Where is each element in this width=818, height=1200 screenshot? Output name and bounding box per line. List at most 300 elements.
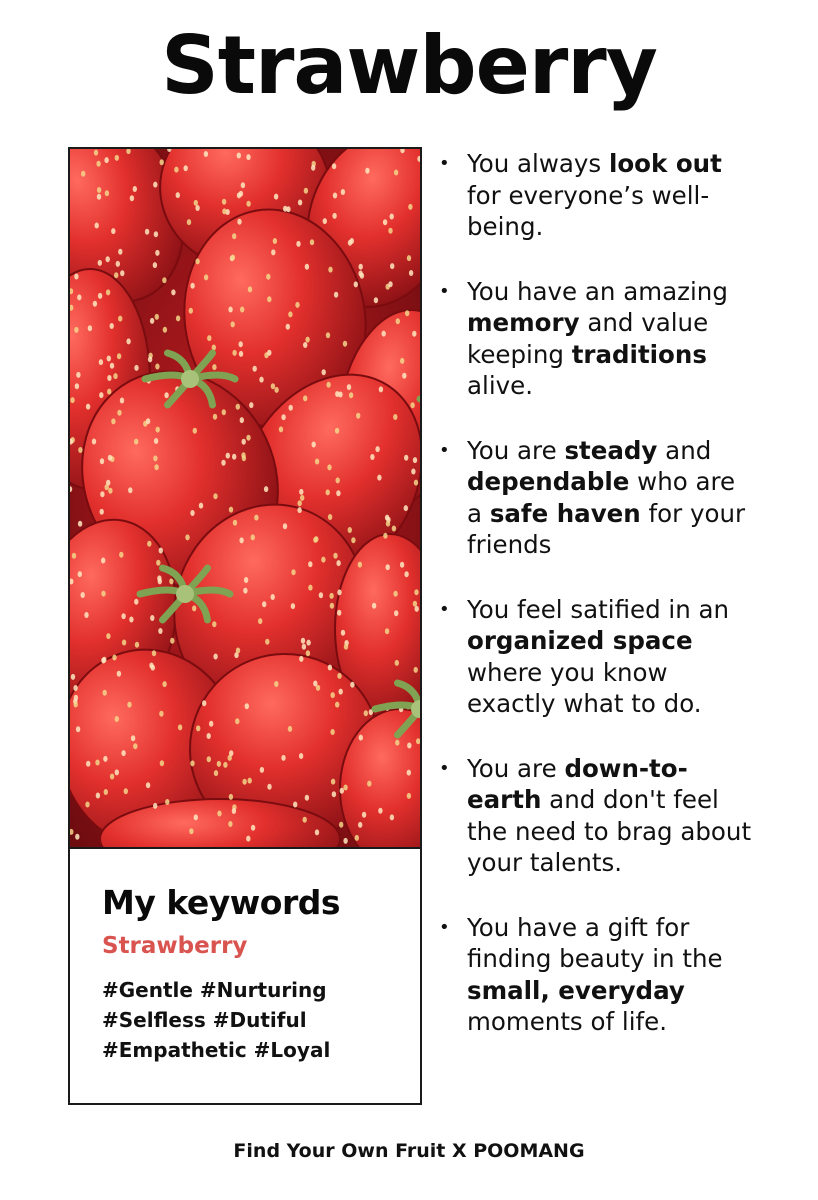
strawberry-seed bbox=[97, 187, 101, 193]
strawberry-seed bbox=[74, 327, 78, 333]
strawberry-seed bbox=[246, 435, 250, 441]
strawberry-seed bbox=[388, 228, 392, 234]
strawberry-seed bbox=[354, 281, 358, 287]
strawberry-seed bbox=[207, 335, 211, 341]
strawberry-seed bbox=[251, 534, 255, 540]
footer-credit: Find Your Own Fruit X POOMANG bbox=[233, 1140, 585, 1162]
strawberry-seed bbox=[274, 681, 278, 687]
strawberry-seed bbox=[246, 836, 250, 842]
strawberry-seed bbox=[343, 785, 347, 791]
strawberry-seed bbox=[110, 323, 114, 329]
strawberry-seed bbox=[396, 318, 400, 324]
strawberry-seed bbox=[104, 157, 108, 163]
strawberry-seed bbox=[281, 755, 285, 761]
strawberry-seed bbox=[303, 395, 307, 401]
keywords-section bbox=[102, 883, 402, 1065]
strawberry-seed bbox=[299, 489, 303, 495]
strawberry-seed bbox=[148, 356, 152, 362]
strawberry-seed bbox=[159, 548, 163, 554]
strawberry-seed bbox=[92, 439, 96, 445]
strawberry-seed bbox=[76, 726, 80, 732]
strawberry-seed bbox=[260, 767, 264, 773]
strawberry-seed bbox=[154, 438, 158, 444]
strawberry-seed bbox=[298, 500, 302, 506]
strawberry-seed bbox=[267, 784, 271, 790]
strawberry-seed bbox=[107, 389, 111, 395]
strawberry-seed bbox=[413, 601, 417, 607]
strawberry-seed bbox=[330, 603, 334, 609]
strawberry-seed bbox=[274, 387, 278, 393]
strawberry-seed bbox=[242, 779, 246, 785]
strawberry-seed bbox=[155, 364, 159, 370]
strawberry-seed bbox=[407, 770, 411, 776]
strawberry-seed bbox=[135, 642, 139, 648]
strawberry-seed bbox=[339, 689, 343, 695]
strawberry-seed bbox=[393, 414, 397, 420]
strawberry-seed bbox=[332, 163, 336, 169]
strawberry-seed bbox=[121, 750, 125, 756]
strawberry-seed bbox=[147, 541, 151, 547]
strawberry-seed bbox=[115, 716, 119, 722]
strawberry-seed bbox=[213, 414, 217, 420]
strawberry-seed bbox=[305, 795, 309, 801]
strawberry-seed bbox=[295, 302, 299, 308]
strawberry-seed bbox=[213, 493, 217, 499]
strawberry-seed bbox=[118, 249, 122, 255]
strawberry-seed bbox=[99, 392, 103, 398]
bullet-icon: • bbox=[439, 916, 450, 938]
strawberry-seed bbox=[100, 491, 104, 497]
strawberry-seed bbox=[358, 822, 362, 828]
strawberry-seed bbox=[221, 460, 225, 466]
strawberry-seed bbox=[364, 710, 368, 716]
strawberry-seed bbox=[171, 289, 175, 295]
strawberry-seed bbox=[73, 685, 77, 691]
strawberry-seed bbox=[81, 171, 85, 177]
strawberry-seed bbox=[344, 644, 348, 650]
strawberry-seed bbox=[121, 613, 125, 619]
bullet-icon: • bbox=[439, 280, 450, 302]
strawberry-seed bbox=[207, 756, 211, 762]
keyword-tag-line: #Selfless #Dutiful bbox=[102, 1008, 307, 1032]
strawberry-seed bbox=[222, 208, 226, 214]
strawberry-seed bbox=[134, 365, 138, 371]
strawberry-illustration bbox=[70, 149, 420, 847]
strawberry-seed bbox=[81, 592, 85, 598]
strawberry-seed bbox=[233, 520, 237, 526]
strawberry-seed bbox=[390, 263, 394, 269]
strawberry-seed bbox=[133, 743, 137, 749]
strawberry-seed bbox=[378, 808, 382, 814]
strawberry-seed bbox=[116, 261, 120, 267]
keyword-tag-line: #Gentle #Nurturing bbox=[102, 978, 327, 1002]
strawberry-seed bbox=[243, 588, 247, 594]
strawberry-seed bbox=[131, 735, 135, 741]
strawberry-seed bbox=[408, 204, 412, 210]
strawberry-seed bbox=[383, 533, 387, 539]
strawberry-seed bbox=[130, 195, 134, 201]
strawberry-seed bbox=[78, 447, 82, 453]
strawberry-seed bbox=[283, 206, 287, 212]
strawberry-seed bbox=[154, 231, 158, 237]
strawberry-seed bbox=[335, 391, 339, 397]
strawberry-seed bbox=[232, 233, 236, 239]
strawberry-seed bbox=[134, 439, 138, 445]
strawberry-seed bbox=[400, 358, 404, 364]
strawberry-seed bbox=[337, 589, 341, 595]
strawberry-seed bbox=[223, 762, 227, 768]
strawberry-seed bbox=[103, 756, 107, 762]
strawberry-seed bbox=[410, 402, 414, 408]
strawberry-seed bbox=[372, 603, 376, 609]
strawberry-seed bbox=[113, 373, 117, 379]
strawberry-seed bbox=[213, 654, 217, 660]
strawberry-seed bbox=[236, 404, 240, 410]
strawberry-seed bbox=[120, 270, 124, 276]
page-title: Strawberry bbox=[161, 19, 657, 112]
strawberry-seed bbox=[103, 690, 107, 696]
strawberry-seed bbox=[316, 685, 320, 691]
strawberry-seed bbox=[146, 418, 150, 424]
strawberry-seed bbox=[322, 369, 326, 375]
strawberry-seed bbox=[209, 721, 213, 727]
strawberry-seed bbox=[222, 199, 226, 205]
strawberry-seed bbox=[93, 301, 97, 307]
strawberry-seed bbox=[358, 562, 362, 568]
strawberry-seed bbox=[339, 822, 343, 828]
strawberry-seed bbox=[202, 700, 206, 706]
strawberry-seed bbox=[328, 267, 332, 273]
keyword-tags bbox=[102, 975, 402, 1065]
strawberry-seed bbox=[235, 718, 239, 724]
strawberry-seed bbox=[271, 594, 275, 600]
strawberry-seed bbox=[249, 402, 253, 408]
strawberry-seed bbox=[328, 514, 332, 520]
strawberry-seed bbox=[310, 239, 314, 245]
strawberry-seed bbox=[228, 307, 232, 313]
strawberry-seed bbox=[288, 311, 292, 317]
strawberry-photo bbox=[70, 149, 420, 849]
strawberry-seed bbox=[242, 455, 246, 461]
strawberry-seed bbox=[355, 835, 359, 841]
strawberry-seed bbox=[189, 828, 193, 834]
keywords-fruit-name: Strawberry bbox=[102, 933, 248, 959]
strawberry-seed bbox=[343, 341, 347, 347]
strawberry-seed bbox=[305, 264, 309, 270]
trait-list bbox=[437, 148, 757, 1071]
strawberry-seed bbox=[195, 258, 199, 264]
strawberry-seed bbox=[78, 571, 82, 577]
strawberry-seed bbox=[267, 296, 271, 302]
strawberry-seed bbox=[262, 601, 266, 607]
strawberry-seed bbox=[159, 711, 163, 717]
strawberry-seed bbox=[126, 338, 130, 344]
strawberry-seed bbox=[337, 673, 341, 679]
strawberry-seed bbox=[239, 537, 243, 543]
strawberry-seed bbox=[390, 814, 394, 820]
strawberry-seed bbox=[156, 560, 160, 566]
strawberry-seed bbox=[74, 274, 78, 280]
strawberry-seed bbox=[98, 260, 102, 266]
strawberry-seed bbox=[304, 188, 308, 194]
strawberry-seed bbox=[409, 270, 413, 276]
strawberry-seed bbox=[207, 733, 211, 739]
strawberry-seed bbox=[105, 484, 109, 490]
strawberry-seed bbox=[273, 238, 277, 244]
strawberry-seed bbox=[393, 591, 397, 597]
strawberry-seed bbox=[300, 495, 304, 501]
strawberry-seed bbox=[414, 480, 418, 486]
strawberry-seed bbox=[315, 829, 319, 835]
strawberry-seed bbox=[110, 363, 114, 369]
strawberry-seed bbox=[86, 761, 90, 767]
strawberry-seed bbox=[158, 578, 162, 584]
strawberry-seed bbox=[95, 760, 99, 766]
strawberry-seed bbox=[149, 663, 153, 669]
strawberry-seed bbox=[176, 315, 180, 321]
strawberry-seed bbox=[72, 553, 76, 559]
strawberry-seed bbox=[365, 168, 369, 174]
strawberry-seed bbox=[120, 398, 124, 404]
trait-item: • You have a gift for finding beauty in the small, everyday moments of life. bbox=[439, 912, 723, 1036]
strawberry-seed bbox=[190, 510, 194, 516]
strawberry-seed bbox=[312, 442, 316, 448]
strawberry-seed bbox=[331, 692, 335, 698]
strawberry-seed bbox=[367, 781, 371, 787]
strawberry-seed bbox=[291, 569, 295, 575]
strawberry-seed bbox=[404, 455, 408, 461]
strawberry-seed bbox=[328, 665, 332, 671]
trait-item: • You always look out for everyone’s well-being. bbox=[439, 149, 722, 241]
strawberry-seed bbox=[97, 194, 101, 200]
strawberry-seed bbox=[242, 439, 246, 445]
strawberry-stem bbox=[181, 370, 199, 388]
strawberry-seed bbox=[195, 205, 199, 211]
strawberry-seed bbox=[212, 621, 216, 627]
strawberry-seed bbox=[127, 702, 131, 708]
strawberry-seed bbox=[106, 633, 110, 639]
strawberry-seed bbox=[306, 640, 310, 646]
strawberry-seed bbox=[303, 342, 307, 348]
strawberry-seed bbox=[337, 610, 341, 616]
strawberry-seed bbox=[108, 488, 112, 494]
strawberry-seed bbox=[271, 383, 275, 389]
trait-item: • You feel satified in an organized space where you know exactly what to do. bbox=[439, 594, 730, 718]
strawberry-seed bbox=[204, 274, 208, 280]
strawberry-seed bbox=[77, 294, 81, 300]
strawberry-seed bbox=[306, 650, 310, 656]
strawberry-seed bbox=[107, 356, 111, 362]
trait-item: • You are down-to-earth and don't feel the need to brag about your talents. bbox=[439, 753, 752, 877]
strawberry-seed bbox=[176, 192, 180, 198]
strawberry-seed bbox=[289, 405, 293, 411]
strawberry-seed bbox=[114, 272, 118, 278]
strawberry-seed bbox=[129, 617, 133, 623]
strawberry-seed bbox=[222, 409, 226, 415]
strawberry-seed bbox=[162, 681, 166, 687]
strawberry-seed bbox=[112, 655, 116, 661]
strawberry-seed bbox=[214, 770, 218, 776]
strawberry-seed bbox=[335, 428, 339, 434]
strawberry-seed bbox=[101, 558, 105, 564]
strawberry-seed bbox=[240, 417, 244, 423]
strawberry-seed bbox=[254, 515, 258, 521]
strawberry-seed bbox=[108, 455, 112, 461]
strawberry-seed bbox=[100, 458, 104, 464]
strawberry-seed bbox=[232, 808, 236, 814]
strawberry-seed bbox=[187, 219, 191, 225]
strawberry-seed bbox=[258, 618, 262, 624]
fruit-card bbox=[68, 147, 422, 1105]
strawberry-seed bbox=[150, 615, 154, 621]
strawberry-seed bbox=[84, 612, 88, 618]
strawberry-seed bbox=[248, 286, 252, 292]
keyword-tag-line: #Empathetic #Loyal bbox=[102, 1038, 331, 1062]
strawberry-seed bbox=[162, 277, 166, 283]
strawberry-seed bbox=[193, 428, 197, 434]
strawberry-seed bbox=[333, 553, 337, 559]
strawberry-seed bbox=[239, 351, 243, 357]
strawberry-seed bbox=[259, 377, 263, 383]
strawberry-seed bbox=[170, 638, 174, 644]
strawberry-seed bbox=[392, 526, 396, 532]
strawberry-seed bbox=[370, 454, 374, 460]
strawberry-seed bbox=[386, 521, 390, 527]
strawberry-seed bbox=[319, 592, 323, 598]
strawberry-seed bbox=[348, 527, 352, 533]
strawberry-seed bbox=[264, 486, 268, 492]
strawberry-seed bbox=[303, 817, 307, 823]
keywords-heading: My keywords bbox=[102, 883, 340, 922]
strawberry-seed bbox=[160, 760, 164, 766]
strawberry-seed bbox=[101, 591, 105, 597]
strawberry-seed bbox=[190, 760, 194, 766]
strawberry-seed bbox=[283, 523, 287, 529]
strawberry-seed bbox=[301, 638, 305, 644]
strawberry-seed bbox=[248, 778, 252, 784]
strawberry-seed bbox=[327, 464, 331, 470]
strawberry-seed bbox=[341, 189, 345, 195]
strawberry-seed bbox=[241, 182, 245, 188]
strawberry-seed bbox=[228, 821, 232, 827]
strawberry-seed bbox=[237, 192, 241, 198]
strawberry-seed bbox=[160, 159, 164, 165]
strawberry-seed bbox=[124, 788, 128, 794]
strawberry-seed bbox=[153, 803, 157, 809]
strawberry-seed bbox=[237, 153, 241, 159]
strawberry-seed bbox=[185, 534, 189, 540]
strawberry-seed bbox=[78, 521, 82, 527]
strawberry-seed bbox=[251, 825, 255, 831]
strawberry-seed bbox=[414, 589, 418, 595]
strawberry-seed bbox=[385, 628, 389, 634]
strawberry-seed bbox=[271, 249, 275, 255]
strawberry-seed bbox=[329, 593, 333, 599]
strawberry-seed bbox=[133, 186, 137, 192]
strawberry-seed bbox=[194, 814, 198, 820]
strawberry-seed bbox=[326, 332, 330, 338]
strawberry-seed bbox=[154, 464, 158, 470]
strawberry-seed bbox=[145, 229, 149, 235]
strawberry-seed bbox=[326, 382, 330, 388]
strawberry-seed bbox=[164, 392, 168, 398]
strawberry-seed bbox=[74, 702, 78, 708]
strawberry-seed bbox=[152, 650, 156, 656]
bullet-icon: • bbox=[439, 598, 450, 620]
strawberry-seed bbox=[153, 455, 157, 461]
strawberry-seed bbox=[411, 469, 415, 475]
strawberry-seed bbox=[407, 255, 411, 261]
strawberry-seed bbox=[374, 297, 378, 303]
strawberry-seed bbox=[231, 321, 235, 327]
strawberry-seed bbox=[212, 364, 216, 370]
strawberry-seed bbox=[308, 585, 312, 591]
strawberry-seed bbox=[236, 648, 240, 654]
strawberry-seed bbox=[246, 201, 250, 207]
strawberry-seed bbox=[150, 318, 154, 324]
strawberry-seed bbox=[204, 151, 208, 157]
strawberry-seed bbox=[174, 167, 178, 173]
strawberry-seed bbox=[298, 200, 302, 206]
strawberry-seed bbox=[105, 190, 109, 196]
strawberry-seed bbox=[326, 489, 330, 495]
strawberry-seed bbox=[153, 262, 157, 268]
strawberry-seed bbox=[158, 628, 162, 634]
strawberry-seed bbox=[110, 774, 114, 780]
strawberry-seed bbox=[400, 562, 404, 568]
strawberry-seed bbox=[100, 509, 104, 515]
strawberry-seed bbox=[98, 293, 102, 299]
strawberry-seed bbox=[245, 703, 249, 709]
strawberry-seed bbox=[165, 799, 169, 805]
strawberry-seed bbox=[86, 404, 90, 410]
strawberry-seed bbox=[281, 414, 285, 420]
strawberry-seed bbox=[194, 200, 198, 206]
strawberry-seed bbox=[321, 557, 325, 563]
strawberry-seed bbox=[178, 724, 182, 730]
strawberry-seed bbox=[412, 331, 416, 337]
strawberry-seed bbox=[288, 726, 292, 732]
strawberry-seed bbox=[117, 671, 121, 677]
strawberry-seed bbox=[232, 350, 236, 356]
strawberry-seed bbox=[70, 397, 74, 403]
strawberry-seed bbox=[343, 838, 347, 844]
strawberry-seed bbox=[360, 273, 364, 279]
strawberry-seed bbox=[75, 834, 79, 840]
strawberry-seed bbox=[340, 788, 344, 794]
strawberry-seed bbox=[229, 507, 233, 513]
strawberry-seed bbox=[231, 255, 235, 261]
strawberry-seed bbox=[349, 392, 353, 398]
strawberry-seed bbox=[379, 386, 383, 392]
strawberry-seed bbox=[239, 341, 243, 347]
strawberry-seed bbox=[196, 725, 200, 731]
strawberry-seed bbox=[395, 740, 399, 746]
strawberry-seed bbox=[226, 453, 230, 459]
strawberry-seed bbox=[291, 603, 295, 609]
strawberry-seed bbox=[308, 561, 312, 567]
strawberry-seed bbox=[253, 366, 257, 372]
strawberry-seed bbox=[95, 223, 99, 229]
strawberry-seed bbox=[394, 170, 398, 176]
strawberry-seed bbox=[334, 292, 338, 298]
strawberry-seed bbox=[296, 241, 300, 247]
strawberry-seed bbox=[274, 194, 278, 200]
strawberry-seed bbox=[313, 537, 317, 543]
strawberry-seed bbox=[111, 228, 115, 234]
strawberry-seed bbox=[350, 682, 354, 688]
strawberry-seed bbox=[293, 802, 297, 808]
